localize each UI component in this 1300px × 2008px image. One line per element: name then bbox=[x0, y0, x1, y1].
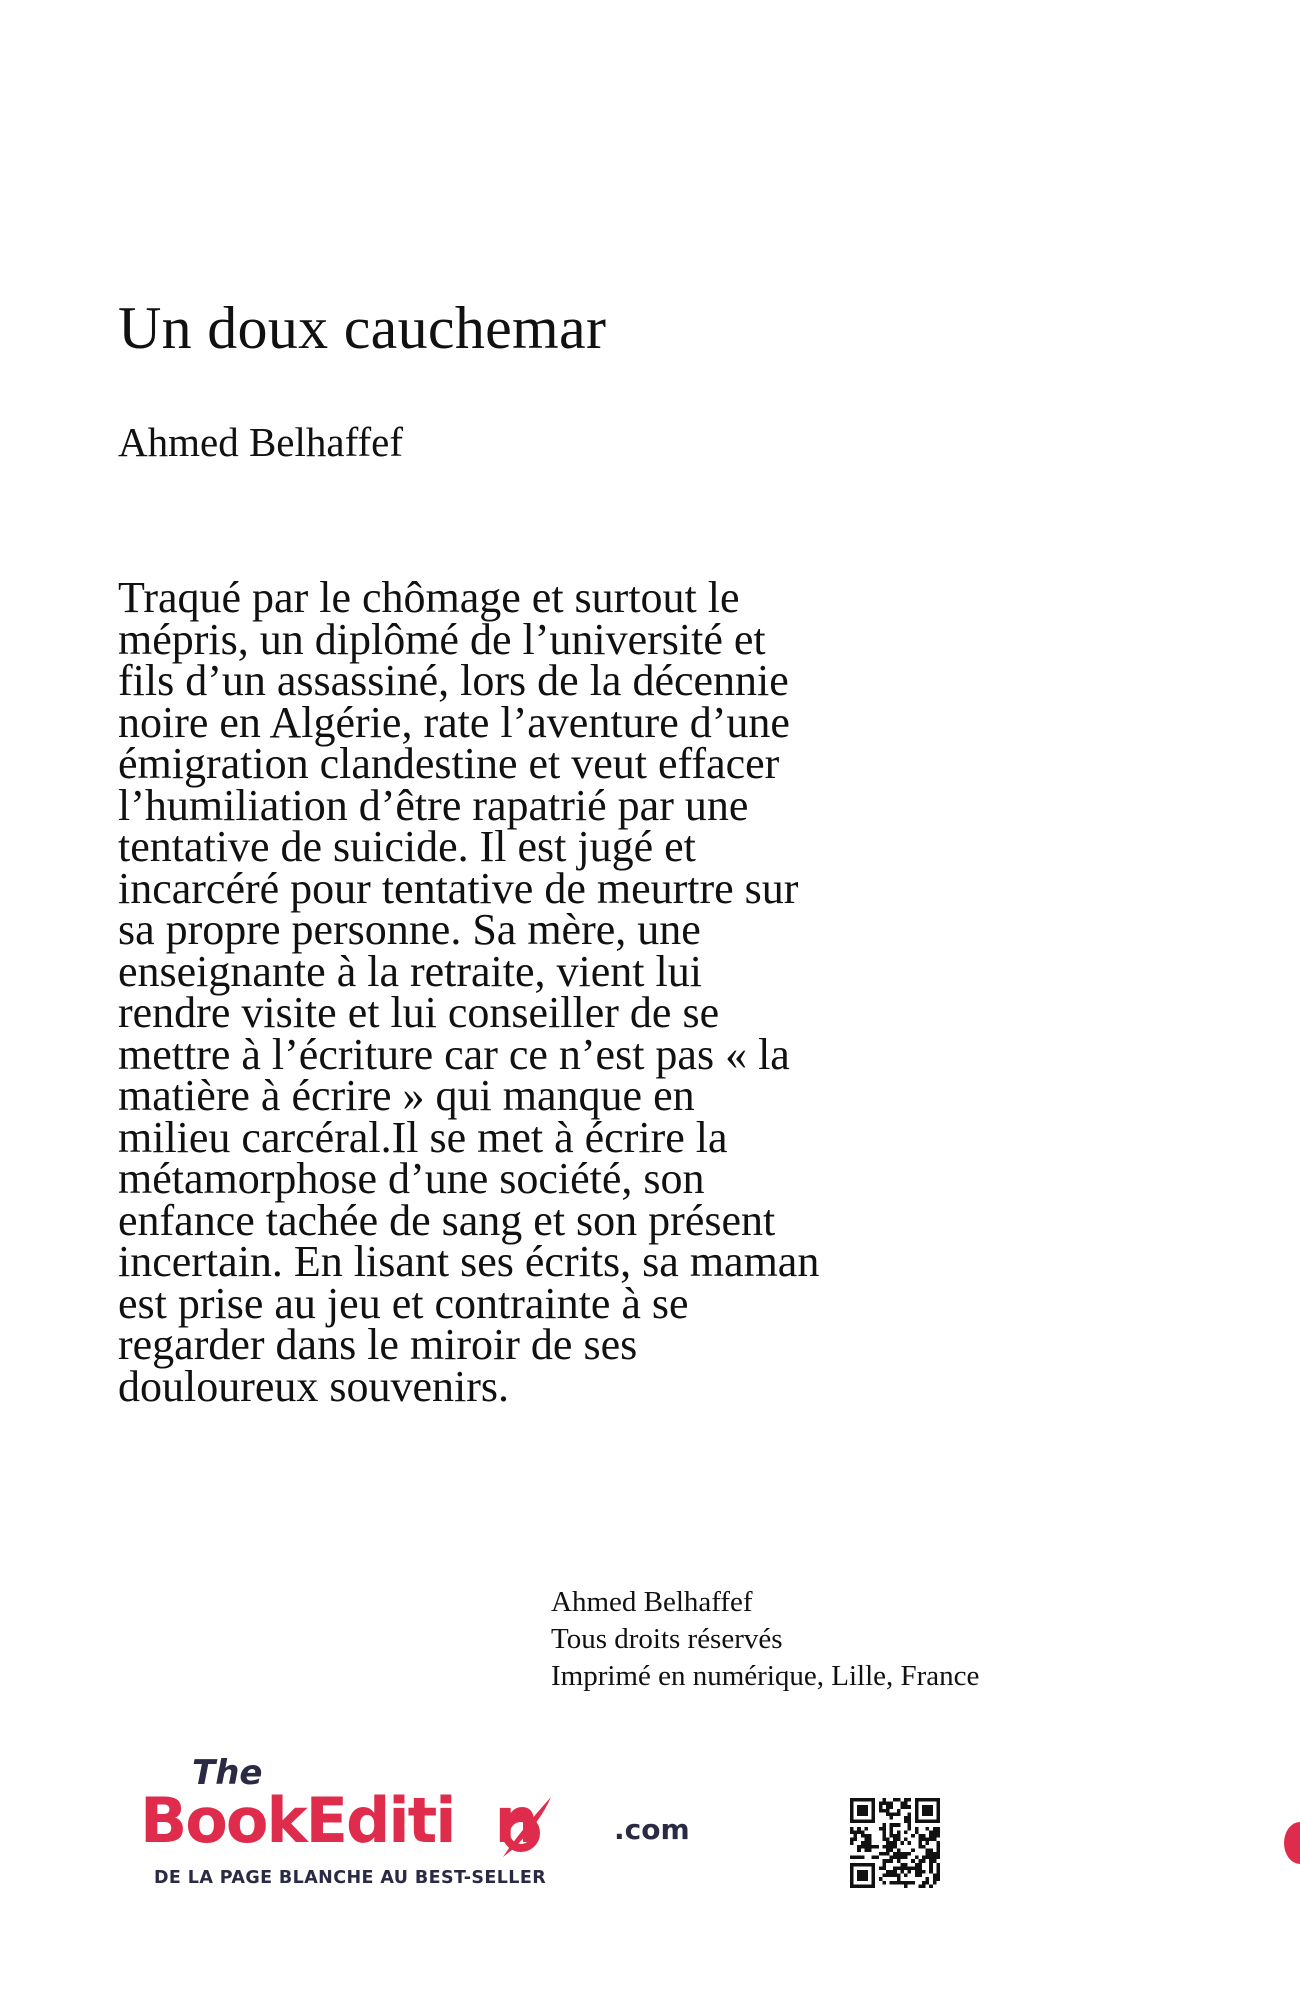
logo-the: The bbox=[192, 1753, 263, 1793]
qr-code-icon bbox=[850, 1798, 940, 1888]
blurb-line: est prise au jeu et contrainte à se bbox=[118, 1278, 689, 1328]
blurb-line: matière à écrire » qui manque en bbox=[118, 1071, 695, 1120]
blurb-line: enfance tachée de sang et son présent bbox=[118, 1195, 776, 1245]
blurb-line: regarder dans le miroir de ses bbox=[118, 1320, 638, 1369]
imprint-printed: Imprimé en numérique, Lille, France bbox=[551, 1660, 980, 1692]
blurb-line: noire en Algérie, rate l’aventure d’une bbox=[118, 697, 790, 747]
blurb-line: mettre à l’écriture car ce n’est pas « la bbox=[118, 1029, 790, 1079]
blurb-line: émigration clandestine et veut effacer bbox=[118, 739, 780, 788]
blurb-line: métamorphose d’une société, son bbox=[118, 1154, 705, 1203]
blurb-line: rendre visite et lui conseiller de se bbox=[118, 988, 720, 1037]
edge-mark-icon bbox=[1284, 1822, 1300, 1864]
back-cover-blurb bbox=[118, 573, 998, 1411]
blurb-line: douloureux souvenirs. bbox=[118, 1361, 510, 1411]
logo-dotcom: .com bbox=[614, 1813, 690, 1846]
logo-wordmark-part2: n bbox=[494, 1784, 537, 1857]
blurb-line: mépris, un diplômé de l’université et bbox=[118, 614, 766, 664]
publisher-logo bbox=[140, 1755, 700, 1905]
blurb-line: incarcéré pour tentative de meurtre sur bbox=[118, 863, 799, 913]
blurb-line: sa propre personne. Sa mère, une bbox=[118, 905, 701, 954]
quill-icon bbox=[495, 1795, 555, 1859]
book-title: Un doux cauchemar bbox=[118, 295, 607, 361]
blurb-line: fils d’un assassiné, lors de la décennie bbox=[118, 656, 789, 705]
blurb-line: milieu carcéral.Il se met à écrire la bbox=[118, 1112, 728, 1162]
blurb-line: incertain. En lisant ses écrits, sa maman bbox=[118, 1237, 820, 1286]
logo-wordmark-part1: BookEditi bbox=[140, 1784, 455, 1857]
imprint-rights: Tous droits réservés bbox=[551, 1623, 783, 1655]
imprint-block bbox=[551, 1584, 979, 1695]
blurb-line: l’humiliation d’être rapatrié par une bbox=[118, 780, 749, 830]
imprint-author: Ahmed Belhaffef bbox=[551, 1586, 753, 1618]
logo-wordmark bbox=[140, 1786, 537, 1856]
logo-tagline: DE LA PAGE BLANCHE AU BEST-SELLER bbox=[154, 1868, 547, 1888]
blurb-line: tentative de suicide. Il est jugé et bbox=[118, 822, 696, 871]
book-author: Ahmed Belhaffef bbox=[118, 419, 403, 465]
blurb-line: Traqué par le chômage et surtout le bbox=[118, 573, 740, 622]
blurb-line: enseignante à la retraite, vient lui bbox=[118, 946, 702, 996]
